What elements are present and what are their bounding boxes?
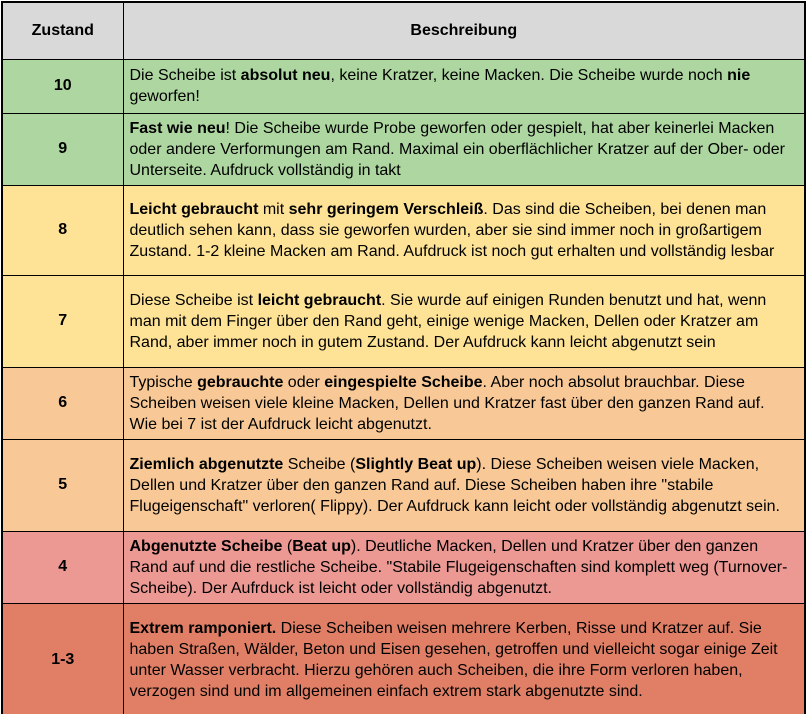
table-row xyxy=(2,367,805,439)
description-text: Diese Scheiben weisen mehrere Kerben, Risse und Kratzer auf. Sie haben Straßen, Wälder, Beton und Eisen gesehen, getroffen und vielleicht sogar einige Zeit unter Wasser verbracht. Hierzu gehören auch Scheiben, die ihre Form verloren haben, verzogen sind und im allgemeinen einfach extrem stark abgenutzte sind. xyxy=(129,620,778,701)
description-text: oder xyxy=(283,373,325,391)
table-row xyxy=(2,59,805,113)
disc-condition-table xyxy=(1,1,806,714)
description-bold-text: Extrem ramponiert. xyxy=(129,620,277,638)
condition-cell: 5 xyxy=(2,439,123,531)
description-bold-text: Beat up xyxy=(292,537,351,555)
description-cell xyxy=(123,275,805,367)
description-bold-text: Slightly Beat up xyxy=(355,455,477,473)
description-bold-text: absolut neu xyxy=(240,67,331,84)
description-text: . Aber noch absolut brauchbar. Diese Scheiben weisen viele kleine Macken, Dellen und Kratzer fast über den ganzen Rand auf. Wie bei 7 ist der Aufdruck leicht abgenutzt. xyxy=(129,373,765,433)
description-cell xyxy=(123,185,805,275)
description-bold-text: eingespielte Scheibe xyxy=(324,373,483,391)
table-header xyxy=(2,2,805,59)
description-text: ! Die Scheibe wurde Probe geworfen oder gespielt, hat aber keinerlei Macken oder andere Verformungen am Rand. Maximal ein oberflächlicher Kratzer auf der Ober- oder Unterseite. Aufdruck vollständig in takt xyxy=(129,119,785,179)
description-text: ). Deutliche Macken, Dellen und Kratzer über den ganzen Rand auf und die restliche Scheibe. "Stabile Flugeigenschaften sind komplett weg (Turnover-Scheibe). Der Aufrduck ist leicht oder vollständig abgenutzt. xyxy=(129,537,788,597)
header-description: Beschreibung xyxy=(123,2,805,59)
condition-cell: 4 xyxy=(2,531,123,603)
description-cell xyxy=(123,59,805,113)
table-body xyxy=(2,59,805,714)
table-row xyxy=(2,603,805,714)
description-cell xyxy=(123,531,805,603)
table-row xyxy=(2,439,805,531)
description-text: Typische xyxy=(129,373,198,391)
description-text: geworfen! xyxy=(129,88,200,105)
table-row xyxy=(2,531,805,603)
condition-cell: 7 xyxy=(2,275,123,367)
description-text: , keine Kratzer, keine Macken. Die Scheibe wurde noch xyxy=(330,67,728,84)
description-cell xyxy=(123,603,805,714)
description-bold-text: nie xyxy=(727,67,751,84)
description-bold-text: leicht gebraucht xyxy=(257,291,382,309)
header-condition: Zustand xyxy=(2,2,123,59)
condition-cell: 1-3 xyxy=(2,603,123,714)
description-text: . Sie wurde auf einigen Runden benutzt und hat, wenn man mit dem Finger über den Rand geht, einige wenige Macken, Dellen oder Kratzer am Rand, aber immer noch in gutem Zustand. Der Aufdruck kann leicht abgenutzt sein xyxy=(129,291,767,351)
table-row xyxy=(2,185,805,275)
header-row xyxy=(2,2,805,59)
description-bold-text: Ziemlich abgenutzte xyxy=(129,455,284,473)
description-cell xyxy=(123,113,805,185)
description-text: Scheibe ( xyxy=(283,455,356,473)
description-bold-text: sehr geringem Verschleiß xyxy=(288,200,484,218)
description-bold-text: Leicht gebraucht xyxy=(129,200,259,218)
condition-cell: 6 xyxy=(2,367,123,439)
description-text: Die Scheibe ist xyxy=(129,67,241,84)
description-cell xyxy=(123,439,805,531)
description-text: ). Diese Scheiben weisen viele Macken, Dellen und Kratzer über den ganzen Rand auf. Diese Scheiben haben ihre "stabile Flugeigenschaft" verloren( Flippy). Der Aufdruck kann leicht oder vollständig abgenutzt sein. xyxy=(129,455,780,515)
condition-cell: 9 xyxy=(2,113,123,185)
description-bold-text: gebrauchte xyxy=(197,373,284,391)
description-text: . Das sind die Scheiben, bei denen man deutlich sehen kann, dass sie geworfen wurden, aber sie sind immer noch in großartigem Zustand. 1-2 kleine Macken am Rand. Aufdruck ist noch gut erhalten und vollständig lesbar xyxy=(129,200,775,260)
condition-cell: 8 xyxy=(2,185,123,275)
description-text: mit xyxy=(258,200,289,218)
description-text: Diese Scheibe ist xyxy=(129,291,258,309)
description-bold-text: Abgenutzte Scheibe xyxy=(129,537,283,555)
table-row xyxy=(2,113,805,185)
description-bold-text: Fast wie neu xyxy=(129,119,226,137)
description-cell xyxy=(123,367,805,439)
condition-cell: 10 xyxy=(2,59,123,113)
description-text: ( xyxy=(282,537,293,555)
table-row xyxy=(2,275,805,367)
